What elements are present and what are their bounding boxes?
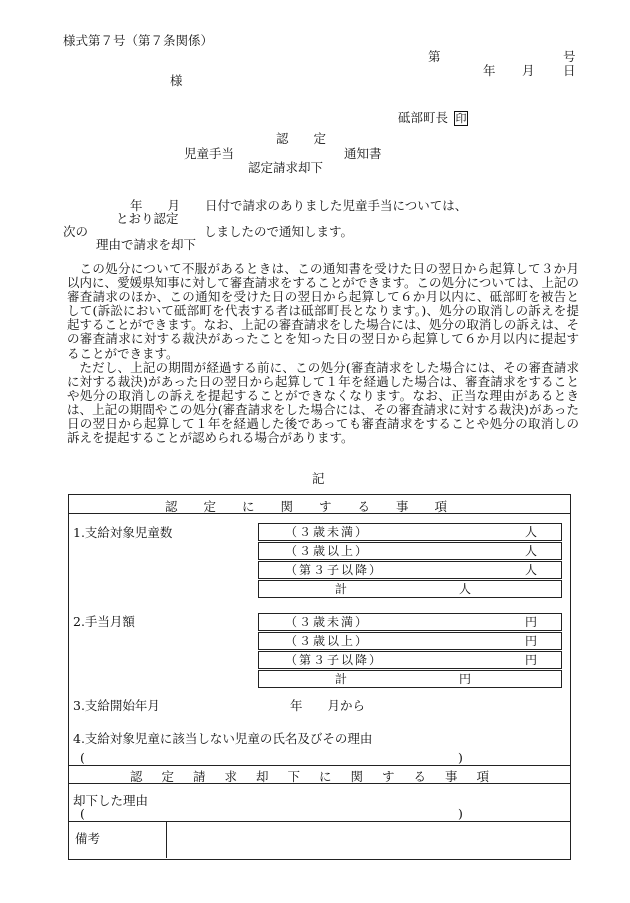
ki-label: 記: [312, 471, 325, 486]
item3-label: 3.支給開始年月: [73, 698, 160, 713]
title-option-certify: 認 定: [276, 131, 327, 146]
item1-row-total: 計 人: [258, 580, 562, 598]
issuer-name: 砥部町長: [398, 110, 449, 125]
notice-lead: 次の: [63, 224, 89, 239]
item2-row-over3: （３歳以上） 円: [258, 632, 562, 650]
date-day: 日: [563, 63, 576, 78]
number-prefix: 第: [428, 49, 441, 64]
appeal-notice: [67, 262, 579, 445]
item2-label: 2.手当月額: [73, 614, 135, 629]
title-main: 児童手当: [184, 146, 235, 161]
item1-label: 1.支給対象児童数: [73, 525, 173, 540]
notice-option-reject: 理由で請求を却下: [96, 237, 197, 252]
item1-row-third-child: （第３子以降） 人: [258, 561, 562, 579]
item1-row-under3: （３歳未満） 人: [258, 523, 562, 541]
notice-mid: しましたので通知します。: [204, 224, 354, 239]
notice-option-certify: とおり認定: [116, 211, 179, 226]
appeal-paragraph-1: この処分について不服があるときは、この通知書を受けた日の翌日から起算して３か月以内に、愛媛県知事に対して審査請求をすることができます。この処分については、上記の審査請求のほか、この通知を受けた日の翌日から起算して６か月以内に、砥部町を被告として(訴訟において砥部町を代表する者は砥部町長となります。)、処分の取消しの訴えを提起することができます。なお、上記の審査請求をした場合には、処分の取消しの訴えは、その審査請求に対する裁決があったことを知った日の翌日から起算して６か月以内に提起することができます。: [67, 261, 579, 361]
addressee-suffix: 様: [170, 73, 183, 88]
item4-paren-open: (: [80, 750, 85, 765]
item3-value: 年 月から: [290, 698, 366, 713]
reject-label: 却下した理由: [73, 793, 149, 808]
issuer: [398, 111, 468, 126]
title-suffix: 通知書: [344, 146, 382, 161]
notice-line1: 年 月 日付で請求のありました児童手当については、: [130, 198, 468, 213]
number-suffix: 号: [563, 49, 576, 64]
reject-paren-open: (: [80, 806, 85, 821]
item2-row-total: 計 円: [258, 670, 562, 688]
item4-paren-close: ): [458, 750, 463, 765]
item4-label: 4.支給対象児童に該当しない児童の氏名及びその理由: [73, 731, 373, 746]
date-month: 月: [522, 63, 535, 78]
section2-header: 認定請求却下に関する事項: [129, 769, 508, 784]
date-year: 年: [483, 63, 496, 78]
reject-paren-close: ): [458, 806, 463, 821]
seal-mark: 印: [455, 112, 467, 125]
item2-row-under3: （３歳未満） 円: [258, 613, 562, 631]
item2-row-third-child: （第３子以降） 円: [258, 651, 562, 669]
remarks-label: 備考: [75, 831, 101, 846]
appeal-paragraph-2: ただし、上記の期間が経過する前に、この処分(審査請求をした場合には、その審査請求に対する裁決)があった日の翌日から起算して１年を経過した場合は、審査請求をすることや処分の取消しの訴えを提起することができなくなります。なお、正当な理由があるときは、上記の期間やこの処分(審査請求をした場合には、その審査請求に対する裁決)があった日の翌日から起算して１年を経過した後であっても審査請求をすることや処分の取消しの訴えを提起することが認められる場合があります。: [67, 359, 579, 446]
form-label: 様式第７号（第７条関係）: [63, 33, 214, 48]
title-option-reject: 認定請求却下: [248, 160, 324, 175]
section1-header: 認定に関する事項: [164, 499, 473, 514]
item1-row-over3: （３歳以上） 人: [258, 542, 562, 560]
